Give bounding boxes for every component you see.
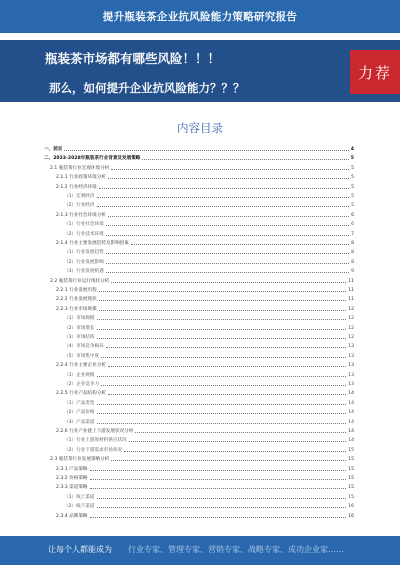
toc-entry-label: （2）市场增长 bbox=[64, 325, 95, 331]
toc-entry[interactable] bbox=[44, 447, 354, 454]
toc-entry-label: （3）产品渠道 bbox=[64, 419, 95, 425]
toc-leader-dots bbox=[108, 366, 346, 367]
toc-leader-dots bbox=[111, 460, 346, 461]
toc-entry-label: （1）宏观经济 bbox=[64, 194, 95, 199]
footer-bar bbox=[0, 536, 400, 565]
toc-entry-label: （2）行业经济 bbox=[64, 203, 95, 209]
toc-entry-page: 15 bbox=[348, 485, 354, 491]
toc-entry[interactable] bbox=[44, 419, 354, 426]
toc-entry[interactable] bbox=[44, 494, 354, 501]
toc-leader-dots bbox=[142, 159, 348, 160]
toc-entry-page: 15 bbox=[348, 447, 354, 453]
toc-leader-dots bbox=[97, 413, 347, 414]
toc-entry-label: （3）市场结构 bbox=[64, 335, 95, 340]
toc-leader-dots bbox=[111, 282, 346, 283]
toc-entry-page: 12 bbox=[348, 306, 354, 312]
toc-leader-dots bbox=[124, 451, 346, 452]
toc-entry[interactable] bbox=[44, 475, 354, 482]
toc-entry-label: （3）行业发展机遇 bbox=[64, 269, 104, 275]
toc-leader-dots bbox=[111, 169, 349, 170]
toc-entry-label: 2.1.4 行业主要发展趋势及影响因素 bbox=[56, 241, 129, 246]
toc-leader-dots bbox=[97, 197, 350, 198]
toc-leader-dots bbox=[97, 319, 347, 320]
toc-leader-dots bbox=[97, 206, 350, 207]
toc-entry[interactable] bbox=[44, 390, 354, 397]
recommend-badge bbox=[350, 50, 400, 94]
toc-entry[interactable] bbox=[44, 193, 354, 200]
toc-entry-page: 4 bbox=[350, 147, 354, 152]
toc-entry[interactable] bbox=[44, 202, 354, 209]
toc-entry-label: 2.2.2 行业发展现状 bbox=[56, 297, 97, 303]
toc-entry-page: 8 bbox=[351, 241, 354, 246]
toc-entry[interactable] bbox=[44, 513, 354, 520]
toc-leader-dots bbox=[97, 404, 347, 405]
toc-entry-label: （2）行业下游需求市场状况 bbox=[64, 447, 123, 453]
toc-entry-label: （1）行业发展趋势 bbox=[64, 250, 104, 256]
toc-entry-page: 11 bbox=[348, 297, 354, 303]
toc-entry[interactable] bbox=[44, 334, 354, 341]
toc-entry[interactable] bbox=[44, 146, 354, 153]
toc-leader-dots bbox=[108, 178, 349, 179]
toc-entry[interactable] bbox=[44, 466, 354, 473]
toc-entry-label: （2）企业竞争力 bbox=[64, 382, 100, 387]
toc-leader-dots bbox=[99, 188, 349, 189]
toc-entry-label: 2.1.1 行业政策环境分析 bbox=[56, 175, 106, 181]
toc-entry-label: （2）行业发展影响 bbox=[64, 259, 104, 265]
toc-entry[interactable] bbox=[44, 184, 354, 191]
toc-leader-dots bbox=[135, 432, 346, 433]
toc-entry-page: 13 bbox=[348, 382, 354, 387]
toc-entry-label: 2.3.1 产品策略 bbox=[56, 466, 88, 472]
toc-entry-page: 11 bbox=[348, 288, 354, 293]
toc-entry-page: 12 bbox=[348, 316, 354, 322]
toc-entry-label: （2）产品价格 bbox=[64, 410, 95, 416]
toc-entry-label: （1）企业规模 bbox=[64, 372, 95, 378]
toc-entry-label: （1）行业社会环境 bbox=[64, 222, 104, 228]
toc-entry-label: （2）线下渠道 bbox=[64, 504, 95, 510]
toc-entry[interactable] bbox=[44, 353, 354, 360]
toc-entry[interactable] bbox=[44, 362, 354, 369]
table-of-contents bbox=[44, 146, 354, 528]
toc-entry-page: 14 bbox=[348, 391, 354, 397]
toc-leader-dots bbox=[106, 272, 349, 273]
toc-entry[interactable] bbox=[44, 174, 354, 181]
toc-entry-page: 15 bbox=[348, 476, 354, 481]
toc-entry-page: 12 bbox=[348, 325, 354, 331]
toc-entry[interactable] bbox=[44, 428, 354, 435]
toc-entry-label: 2.2.4 行业主要企业分析 bbox=[56, 363, 106, 369]
report-title: 提升瓶装茶企业抗风险能力策略研究报告 bbox=[102, 11, 298, 23]
toc-leader-dots bbox=[97, 376, 347, 377]
toc-leader-dots bbox=[97, 338, 347, 339]
toc-entry-label: （1）行业上游原材料供应状况 bbox=[64, 438, 127, 444]
toc-entry-label: 2.2 瓶装茶行业运行现状分析 bbox=[50, 278, 110, 284]
toc-entry[interactable] bbox=[44, 503, 354, 510]
toc-entry-page: 14 bbox=[348, 438, 354, 444]
toc-entry[interactable] bbox=[44, 296, 354, 303]
toc-entry-label: 2.1.3 行业社会环境分析 bbox=[56, 212, 106, 218]
toc-entry-label: 2.2.5 行业产品结构分析 bbox=[56, 391, 106, 397]
toc-leader-dots bbox=[64, 150, 348, 151]
toc-entry-page: 8 bbox=[351, 250, 354, 256]
toc-entry[interactable] bbox=[44, 165, 354, 172]
banner-subheadline: 那么，如何提升企业抗风险能力？？？ bbox=[49, 81, 245, 95]
toc-entry-page: 13 bbox=[348, 353, 354, 359]
toc-leader-dots bbox=[129, 441, 346, 442]
toc-leader-dots bbox=[101, 385, 346, 386]
toc-entry-page: 14 bbox=[348, 410, 354, 416]
toc-leader-dots bbox=[99, 310, 346, 311]
toc-entry[interactable] bbox=[44, 212, 354, 219]
toc-leader-dots bbox=[106, 235, 349, 236]
toc-entry-label: 2.1 瓶装茶行业宏观环境分析 bbox=[50, 165, 110, 171]
toc-entry[interactable] bbox=[44, 259, 354, 266]
toc-leader-dots bbox=[106, 253, 349, 254]
toc-entry-label: 2.2.3 行业市场规模 bbox=[56, 306, 97, 312]
toc-leader-dots bbox=[106, 225, 349, 226]
toc-entry[interactable] bbox=[44, 400, 354, 407]
badge-label: 力荐 bbox=[357, 63, 392, 82]
toc-entry-label: （1）线上渠道 bbox=[64, 494, 95, 500]
toc-entry-page: 5 bbox=[351, 203, 354, 209]
toc-entry-label: （1）市场规模 bbox=[64, 316, 95, 322]
toc-entry-label: 2.2.1 行业发展历程 bbox=[56, 288, 97, 293]
toc-entry[interactable] bbox=[44, 325, 354, 332]
toc-entry[interactable] bbox=[44, 456, 354, 463]
toc-leader-dots bbox=[90, 488, 347, 489]
toc-leader-dots bbox=[101, 357, 346, 358]
toc-entry-page: 14 bbox=[348, 400, 354, 406]
toc-entry-page: 16 bbox=[348, 504, 354, 510]
toc-entry-label: 2.3 瓶装茶行业发展策略分析 bbox=[50, 457, 110, 463]
toc-entry-page: 13 bbox=[348, 344, 354, 350]
toc-entry-label: 2.2.6 行业产业链上下游发展状况分析 bbox=[56, 429, 134, 434]
toc-entry-page: 9 bbox=[351, 269, 354, 275]
toc-entry-page: 14 bbox=[348, 419, 354, 425]
toc-leader-dots bbox=[90, 479, 347, 480]
toc-entry[interactable] bbox=[44, 249, 354, 256]
toc-entry-page: 11 bbox=[348, 278, 354, 284]
toc-entry[interactable] bbox=[44, 437, 354, 444]
toc-leader-dots bbox=[108, 216, 349, 217]
toc-entry-page: 7 bbox=[351, 231, 354, 237]
banner-headline: 瓶装茶市场都有哪些风险！！！ bbox=[45, 51, 221, 66]
toc-entry-page: 13 bbox=[348, 363, 354, 369]
toc-entry-page: 6 bbox=[351, 222, 354, 228]
toc-entry-label: （1）产品类型 bbox=[64, 400, 95, 406]
toc-entry-page: 5 bbox=[351, 194, 354, 199]
toc-leader-dots bbox=[106, 347, 346, 348]
toc-entry-label: 二、2023-2028年瓶装茶行业背景及发展策略 bbox=[44, 156, 141, 162]
toc-entry[interactable] bbox=[44, 221, 354, 228]
toc-entry[interactable] bbox=[44, 287, 354, 294]
toc-entry-page: 5 bbox=[351, 175, 354, 181]
toc-entry-label: 2.3.3 渠道策略 bbox=[56, 485, 88, 491]
toc-entry-page: 5 bbox=[351, 184, 354, 190]
top-header-bar bbox=[0, 0, 400, 33]
toc-leader-dots bbox=[106, 263, 349, 264]
toc-entry-page: 6 bbox=[351, 212, 354, 218]
toc-entry-page: 15 bbox=[348, 466, 354, 472]
toc-leader-dots bbox=[99, 300, 346, 301]
toc-entry[interactable] bbox=[44, 484, 354, 491]
toc-entry-label: 2.3.4 品牌策略 bbox=[56, 513, 88, 519]
toc-leader-dots bbox=[90, 470, 347, 471]
toc-entry[interactable] bbox=[44, 315, 354, 322]
toc-entry-label: （2）行业技术环境 bbox=[64, 231, 104, 237]
toc-leader-dots bbox=[97, 423, 347, 424]
toc-entry-label: 2.3.2 价格策略 bbox=[56, 476, 88, 481]
toc-entry-label: 一、前言 bbox=[44, 147, 63, 152]
toc-entry-page: 13 bbox=[348, 372, 354, 378]
toc-entry[interactable] bbox=[44, 278, 354, 285]
toc-entry-page: 16 bbox=[348, 513, 354, 519]
toc-entry[interactable] bbox=[44, 381, 354, 388]
toc-entry-page: 15 bbox=[348, 457, 354, 463]
toc-entry[interactable] bbox=[44, 231, 354, 238]
toc-entry[interactable] bbox=[44, 155, 354, 162]
toc-leader-dots bbox=[108, 394, 346, 395]
toc-leader-dots bbox=[99, 291, 346, 292]
promo-banner bbox=[0, 40, 400, 102]
toc-entry[interactable] bbox=[44, 372, 354, 379]
toc-entry-page: 15 bbox=[348, 494, 354, 500]
toc-entry-label: （4）市场竞争格局 bbox=[64, 344, 104, 350]
toc-leader-dots bbox=[90, 517, 347, 518]
toc-leader-dots bbox=[97, 329, 347, 330]
toc-heading: 内容目录 bbox=[177, 121, 223, 135]
toc-entry[interactable] bbox=[44, 409, 354, 416]
toc-entry[interactable] bbox=[44, 240, 354, 247]
toc-leader-dots bbox=[97, 507, 347, 508]
toc-entry[interactable] bbox=[44, 343, 354, 350]
footer-slogan: 让每个人都能成为 bbox=[48, 545, 112, 554]
toc-entry-label: 2.1.2 行业经济环境 bbox=[56, 184, 97, 190]
toc-entry-page: 14 bbox=[348, 429, 354, 434]
toc-entry-label: （5）市场集中度 bbox=[64, 353, 100, 359]
toc-entry-page: 8 bbox=[351, 259, 354, 265]
toc-entry-page: 5 bbox=[350, 156, 354, 162]
toc-leader-dots bbox=[131, 244, 349, 245]
footer-roles: 行业专家、管理专家、营销专家、战略专家、成功企业家…… bbox=[128, 545, 344, 554]
toc-entry-page: 12 bbox=[348, 335, 354, 340]
toc-leader-dots bbox=[97, 498, 347, 499]
toc-entry[interactable] bbox=[44, 306, 354, 313]
toc-entry[interactable] bbox=[44, 268, 354, 275]
toc-entry-page: 5 bbox=[351, 165, 354, 171]
